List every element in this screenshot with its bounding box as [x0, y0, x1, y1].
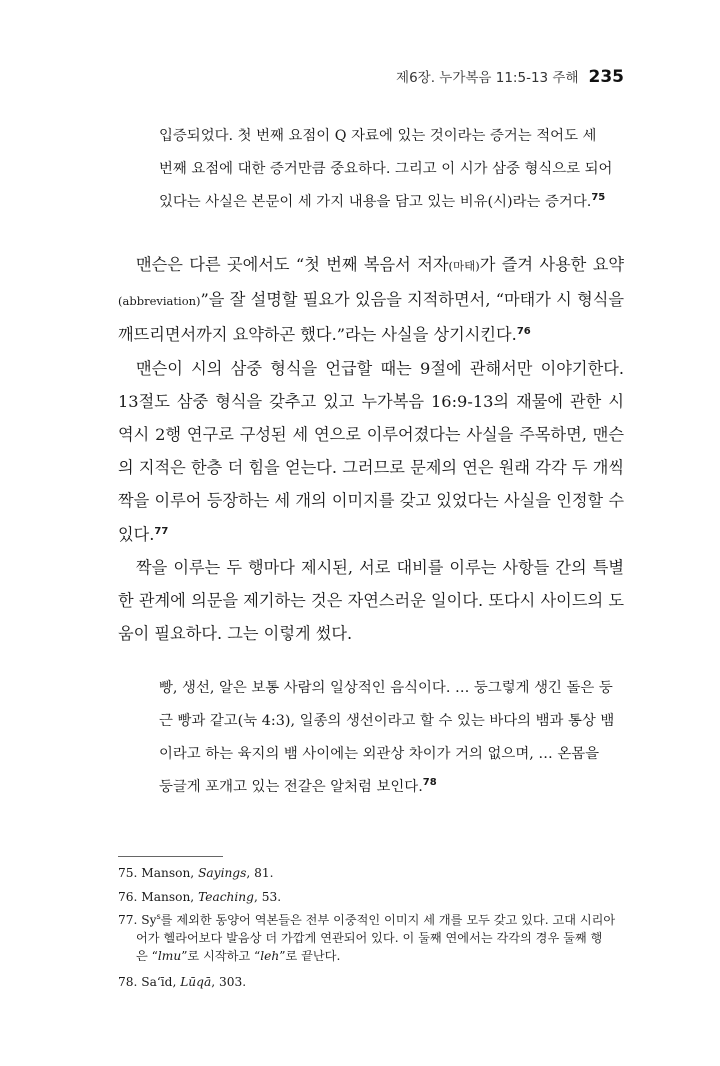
chapter-title: 제6장. 누가복음 11:5-13 주해 [396, 70, 579, 86]
quote-line: 입증되었다. 첫 번째 요점이 Q 자료에 있는 것이라는 증거는 적어도 세 [159, 128, 597, 144]
paragraph: 짝을 이루는 두 행마다 제시된, 서로 대비를 이루는 사항들 간의 특별한 관계에 의문을 제기하는 것은 자연스러운 일이다. 또다시 사이드의 도움이 필요하다. 그는 이렇게 썼다. [118, 557, 624, 644]
page-number: 235 [588, 67, 624, 87]
quote-line: 있다는 사실은 본문이 세 가지 내용을 담고 있는 비유(시)라는 증거다.$^{75}$ [159, 192, 606, 210]
footnote-78: 78. Sa‘īd, Lūqā, 303. [118, 975, 247, 989]
quote-line: 이라고 하는 육지의 뱀 사이에는 외관상 차이가 거의 없으며, … 온몸을 [159, 746, 600, 762]
quote-line: 둥글게 포개고 있는 전갈은 알처럼 보인다.$^{78}$ [159, 777, 437, 795]
footnote-ref-78[interactable]: 78 [422, 777, 437, 788]
footnote-77: 77. Sy$^s$를 제외한 동양어 역본들은 전부 이중적인 이미지 세 개를 모두 갖고 있다. 고대 시리아 어가 헬라어보다 발음상 더 가깝게 연관되어 있다. 이 둘째 연에서는 각각의 경우 둘째 행 은 “lmu”로 시작하고 “leh”로 끝난다. [118, 912, 616, 963]
paragraph: 맨슨이 시의 삼중 형식을 언급할 때는 9절에 관해서만 이야기한다. 13절도 삼중 형식을 갖추고 있고 누가복음 16:9-13의 재물에 관한 시 역시 2행 연구로 구성된 세 연으로 이루어졌다는 사실을 주목하면, 맨슨의 지적은 한층 더 힘을 얻는다. 그러므로 문제의 연은 원래 각각 두 개씩 짝을 이루어 등장하는 세 개의 이미지를 갖고 있었다는 사실을 인정할 수 있다.$^{77}$ [118, 358, 624, 544]
footnote-ref-77[interactable]: 77 [154, 525, 169, 537]
footnote-75: 75. Manson, Sayings, 81. [118, 866, 274, 880]
block-quote-1 [159, 120, 623, 219]
running-header [396, 66, 624, 87]
quote-line: 번째 요점에 대한 증거만큼 중요하다. 그리고 이 시가 삼중 형식으로 되어 [159, 161, 613, 177]
footnote-ref-75[interactable]: 75 [591, 192, 606, 203]
block-quote-2 [159, 672, 623, 804]
footnote-76: 76. Manson, Teaching, 53. [118, 890, 282, 904]
footnote-ref-76[interactable]: 76 [516, 326, 531, 338]
footnote-divider [118, 856, 223, 857]
paragraph: 맨슨은 다른 곳에서도 “첫 번째 복음서 저자(마태)가 즐겨 사용한 요약 (abbreviation)”을 잘 설명할 필요가 있음을 지적하면서, “마태가 시 형식을 깨뜨리면서까지 요약하곤 했다.”라는 사실을 상기시킨다.$^{76}$ [118, 255, 624, 345]
body-text [118, 248, 624, 650]
quote-line: 빵, 생선, 알은 보통 사람의 일상적인 음식이다. … 둥그렇게 생긴 돌은 둥 [159, 680, 613, 696]
quote-line: 근 빵과 같고(눅 4:3), 일종의 생선이라고 할 수 있는 바다의 뱀과 통상 뱀 [159, 713, 615, 729]
